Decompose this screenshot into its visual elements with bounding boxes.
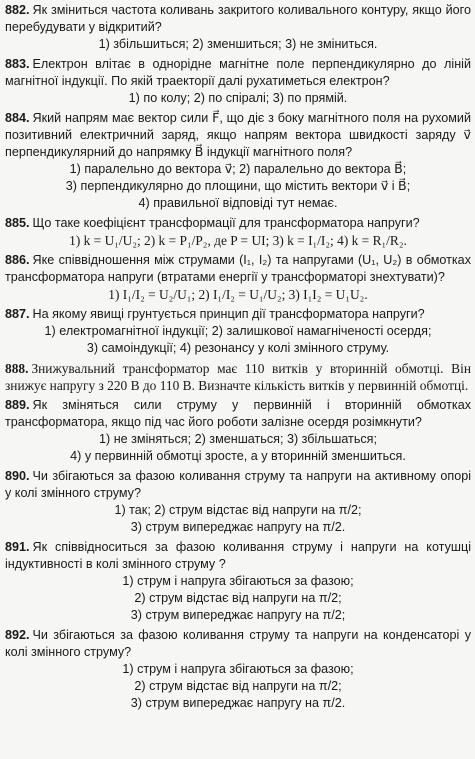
question-text: На якому явищі грунтується принцип дії трансформатора напруги? (32, 307, 425, 321)
problem-number: 891. (5, 540, 30, 554)
answer-options: 2) струм відстає від напруги на π/2; (134, 591, 342, 605)
problem-890 (5, 468, 471, 536)
problem-number: 885. (5, 216, 30, 230)
question-text: Чи збігаються за фазою коливання струму та напруги на активному опорі у колі змінного струму? (5, 469, 471, 500)
answer-options: 1) не зміняться; 2) зменшаться; 3) збільшаться; (99, 432, 377, 446)
answer-options: 3) струм випереджає напругу на π/2. (130, 520, 346, 534)
answer-options: 1) так; 2) струм відстає від напруги на π/2; (114, 503, 362, 517)
question-text: Як співвідноситься за фазою коливання струму і напруги на котушці індуктивності в колі змінного струму ? (5, 540, 471, 571)
problem-891 (5, 539, 471, 624)
answer-options: 1) струм і напруга збігаються за фазою; (122, 662, 354, 676)
question-text: Чи збігаються за фазою коливання струму та напруги на конденсаторі у колі змінного струму? (5, 628, 471, 659)
problem-question (5, 110, 471, 161)
answer-options: 1) струм і напруга збігаються за фазою; (122, 574, 354, 588)
problem-number: 888. (5, 361, 29, 376)
problem-number: 886. (5, 253, 30, 267)
answer-options: 3) струм випереджає напругу на π/2. (130, 696, 346, 710)
question-text: Що таке коефіцієнт трансформації для трансформатора напруги? (32, 216, 420, 230)
problem-question (5, 627, 471, 661)
answer-options: 4) правильної відповіді тут немає. (138, 196, 338, 210)
problem-question (5, 468, 471, 502)
answer-options: 4) у первинній обмотці зросте, а у вторинній зменшиться. (70, 449, 406, 463)
problem-888 (5, 360, 471, 394)
question-text: Який напрям має вектор сили F⃗, що діє з боку магнітного поля на рухомий позитивний електричний заряд, якщо напрям вектора швидкості заряду v⃗ перпендикулярний до напрямку B⃗ індукції магнітного поля? (5, 111, 471, 159)
answer-options: 1) по колу; 2) по спіралі; 3) по прямій. (128, 91, 348, 105)
answer-options: 3) перпендикулярно до площини, що містить вектори v⃗ і B⃗; (65, 179, 411, 193)
problem-885 (5, 215, 471, 249)
problem-question (5, 360, 471, 394)
problem-number: 889. (5, 398, 30, 412)
answer-options: 1) k = U₁/U₂; 2) k = P₁/P₂, де P = UI; 3) k = I₁/I₂; 4) k = R₁/R₂. (69, 233, 407, 248)
question-text: Знижувальний трансформатор має 110 витків у вторинній обмотці. Він знижує напругу з 220 В до 110 В. Визначте кількість витків у первинній обмотці. (5, 361, 471, 393)
problem-892 (5, 627, 471, 712)
problem-question (5, 56, 471, 90)
problem-question (5, 252, 471, 286)
problem-887 (5, 306, 471, 357)
question-text: Електрон влітає в однорідне магнітне поле перпендикулярно до ліній магнітної індукції. По якій траекторії далі рухатиметься електрон? (5, 57, 471, 88)
problem-889 (5, 397, 471, 465)
answer-options: 2) струм відстає від напруги на π/2; (134, 679, 342, 693)
problem-number: 892. (5, 628, 30, 642)
answer-options: 3) самоіндукції; 4) резонансу у колі змінного струму. (86, 341, 390, 355)
problem-number: 884. (5, 111, 30, 125)
problem-number: 890. (5, 469, 30, 483)
problem-question (5, 306, 471, 323)
question-text: Як зміниться частота коливань закритого коливального контуру, якщо його перебудувати у відкритий? (5, 3, 471, 34)
problem-number: 882. (5, 3, 30, 17)
question-text: Яке співвідношення між струмами (I₁, I₂) та напругами (U₁, U₂) в обмотках трансформатора напруги (втратами енергії у трансформаторі знехтувати)? (5, 253, 471, 284)
problem-882 (5, 2, 471, 53)
answer-options: 1) збільшиться; 2) зменшиться; 3) не зміниться. (98, 37, 378, 51)
answer-options: 1) I₁/I₂ = U₂/U₁; 2) I₁/I₂ = U₁/U₂; 3) I₁I₂ = U₁U₂. (108, 287, 368, 302)
problem-question (5, 215, 471, 232)
problem-question (5, 397, 471, 431)
problem-number: 883. (5, 57, 30, 71)
answer-options: 1) паралельно до вектора v⃗; 2) паралельно до вектора B⃗; (69, 162, 407, 176)
problem-886 (5, 252, 471, 303)
answer-options: 3) струм випереджає напругу на π/2; (130, 608, 346, 622)
problem-883 (5, 56, 471, 107)
answer-options: 1) електромагнітної індукції; 2) залишкової намагніченості осердя; (44, 324, 432, 338)
problem-884 (5, 110, 471, 212)
problem-question (5, 539, 471, 573)
problem-question (5, 2, 471, 36)
problem-number: 887. (5, 307, 30, 321)
question-text: Як зміняться сили струму у первинній і вторинній обмотках трансформатора, якщо під час його роботи залізне осердя розімкнути? (5, 398, 471, 429)
